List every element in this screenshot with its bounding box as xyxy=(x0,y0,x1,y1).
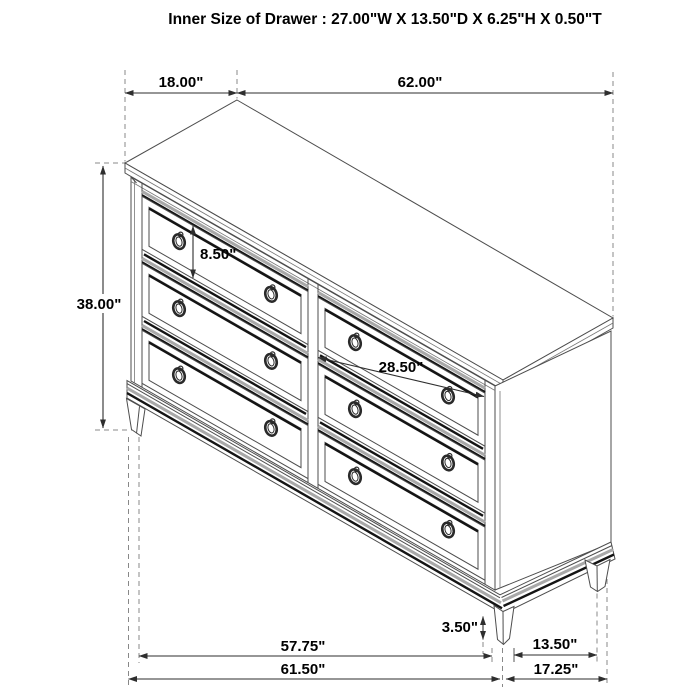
dim-label-overall-front-width: 61.50" xyxy=(280,661,326,678)
dimension-top-depth xyxy=(125,74,237,93)
dimension-base-side-depth xyxy=(514,636,597,662)
dim-label-top-width: 62.00" xyxy=(397,74,443,91)
dimension-overall-front-width xyxy=(129,661,501,679)
dim-label-overall-height: 38.00" xyxy=(76,296,122,313)
dimension-overall-height xyxy=(70,166,128,428)
dim-label-drawer-width: 28.50" xyxy=(378,359,424,376)
diagram-title: Inner Size of Drawer : 27.00"W X 13.50"D X 6.25"H X 0.50"T xyxy=(168,11,602,28)
dim-label-base-front-width: 57.75" xyxy=(280,638,326,655)
dimension-base-front-width xyxy=(139,638,492,656)
dim-label-foot-height: 3.50" xyxy=(441,619,478,636)
dimension-foot-height xyxy=(442,617,483,640)
dresser-illustration xyxy=(125,100,615,645)
dim-label-base-side-depth: 13.50" xyxy=(532,636,578,653)
dimension-top-width xyxy=(237,74,613,93)
dim-label-overall-side-depth: 17.25" xyxy=(533,661,579,678)
dim-label-drawer-front-height: 8.50" xyxy=(200,246,237,263)
dimension-overall-side-depth xyxy=(506,661,607,679)
dim-label-top-depth: 18.00" xyxy=(158,74,204,91)
front-right-foot xyxy=(494,606,514,645)
